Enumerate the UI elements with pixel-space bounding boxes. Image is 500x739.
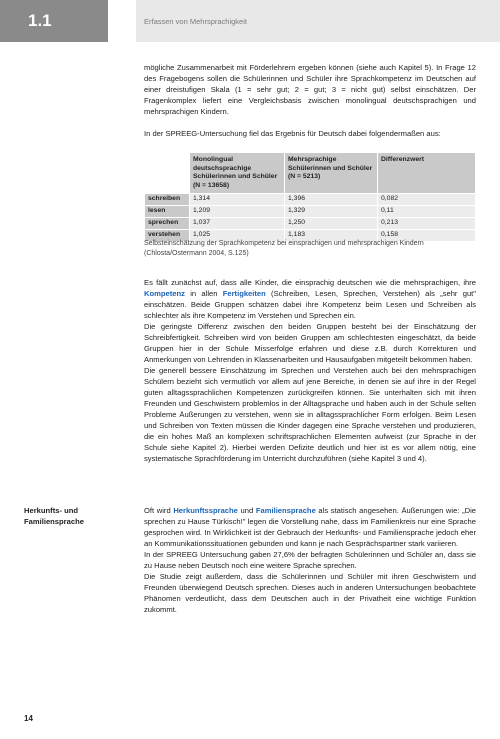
column-header: Monolingual deutschsprachige Schülerinnen und Schüler (N = 13658) bbox=[190, 153, 285, 194]
table-cell: 1,250 bbox=[285, 218, 378, 230]
table-cell: 1,329 bbox=[285, 206, 378, 218]
row-label: sprechen bbox=[145, 218, 190, 230]
table-cell: 0,158 bbox=[378, 230, 476, 242]
chapter-title: Erfassen von Mehrsprachigkeit bbox=[136, 0, 500, 42]
glossary-term-fertigkeiten: Fertigkeiten bbox=[222, 289, 266, 298]
column-header: Mehrsprachige Schülerinnen und Schüler (N = 5213) bbox=[285, 153, 378, 194]
body-paragraph: Die Studie zeigt außerdem, dass die Schülerinnen und Schüler mit ihren Geschwistern und Freunden überwiegend Deutsch sprechen. Dieses auch in anderen Untersuchungen beobachtete Phänomen verdeutlicht, dass dem Deutschen auch in der Privatheit eine wichtige Funktion zukommt. bbox=[144, 572, 476, 614]
row-label: lesen bbox=[145, 206, 190, 218]
intro-paragraph: In der SPREEG-Untersuchung fiel das Ergebnis für Deutsch dabei folgendermaßen aus: bbox=[144, 129, 441, 138]
text-run: (Schreiben, Lesen, Sprechen, Verstehen) als „sehr gut" einschätzen. Beide Gruppen schätzen dabei ihre Kompetenz beim Lesen und Schreiben als schlechter als ihre Kompetenz im Verstehen und Sprechen ein. bbox=[144, 289, 476, 320]
table-header-row bbox=[145, 153, 476, 194]
table-row bbox=[145, 194, 476, 206]
table-cell: 1,037 bbox=[190, 218, 285, 230]
table-cell: 0,082 bbox=[378, 194, 476, 206]
table-cell: 1,396 bbox=[285, 194, 378, 206]
body-paragraph: Die generell bessere Einschätzung im Sprechen und Verstehen auch bei den mehrsprachigen Schülern bezieht sich vermutlich vor allem auf jene Bereiche, in denen sie auf ihre in der Regel guten alltagssprachlichen Kompetenzen zurückgreifen können. Sie unterhalten sich mit ihren Freunden und Geschwistern problemlos in der Alltagsprache und haben auch in der Schule selten Probleme Äußerungen zu verstehen, wenn sie in alltagssprachlicher Form erfolgen. Beim Lesen und Schreiben von Texten müssen die Kinder dagegen eine Sprache verstehen und produzieren, die ein hohes Maß an komplexen schriftsprachlichen Elementen aufweist (zur Sprache in der Schule siehe Kapitel 2). Hierbei werden Defizite deutlich und hier ist es vor allem nötig, eine systematische Sprachförderung im Unterricht durchzuführen (siehe Kapitel 3 und 4). bbox=[144, 366, 476, 463]
text-run: in allen bbox=[184, 289, 223, 298]
body-section-one bbox=[144, 277, 476, 464]
chapter-number: 1.1 bbox=[0, 0, 108, 42]
table-cell: 0,11 bbox=[378, 206, 476, 218]
glossary-term-familiensprache: Familiensprache bbox=[255, 506, 316, 515]
table-row bbox=[145, 206, 476, 218]
glossary-term-herkunftssprache: Herkunftssprache bbox=[173, 506, 238, 515]
results-table bbox=[144, 152, 476, 242]
table-cell: 1,183 bbox=[285, 230, 378, 242]
table-cell: 1,209 bbox=[190, 206, 285, 218]
row-label: schreiben bbox=[145, 194, 190, 206]
margin-heading: Herkunfts- und Familiensprache bbox=[24, 506, 84, 526]
intro-text bbox=[144, 62, 476, 139]
text-run: und bbox=[237, 506, 256, 515]
body-paragraph bbox=[144, 505, 476, 549]
page-number: 14 bbox=[24, 714, 33, 723]
text-run: als statisch angesehen. Äußerungen wie: „Die sprechen zu Hause Türkisch!" legen die Vorstellung nahe, dass im Familienkreis nur eine Sprache gesprochen wird. In Wirklichkeit ist der Gebrauch der Herkunfts- und Familiensprache jedoch eher an Kommunikationssituationen gebunden und kann je nach Gesprächspartner stark variieren. bbox=[144, 506, 476, 548]
glossary-term-kompetenz: Kompetenz bbox=[144, 289, 185, 298]
column-header: Differenzwert bbox=[378, 153, 476, 194]
table-corner-cell bbox=[145, 153, 190, 194]
table-cell: 1,314 bbox=[190, 194, 285, 206]
body-section-two bbox=[144, 505, 476, 615]
body-paragraph: In der SPREEG Untersuchung gaben 27,6% der befragten Schülerinnen und Schüler an, dass sie zu Hause neben Deutsch noch eine weitere Sprache sprechen. bbox=[144, 550, 476, 570]
body-paragraph: Die geringste Differenz zwischen den beiden Gruppen besteht bei der Einschätzung der Schreibfertigkeit. Schreiben wird von beiden Gruppen am schlechtesten eingeschätzt, da beide Gruppen hier in der Schule Misserfolge erfahren und diese z.B. durch Korrekturen und Anmerkungen von Lehrenden in Klassenarbeiten und Hausaufgaben mitgeteilt bekommen haben. bbox=[144, 322, 476, 364]
table-caption: Selbsteinschätzung der Sprachkompetenz bei einsprachigen und mehrsprachigen Kindern (Chlosta/Ostermann 2004, S.125) bbox=[144, 240, 424, 257]
intro-paragraph: mögliche Zusammenarbeit mit Förderlehrern ergeben können (siehe auch Kapitel 5). In Frage 12 des Fragebogens sollen die Schülerinnen und Schüler ihre Sprachkompetenz im Deutschen auf einer dreistufigen Skala (1 = sehr gut; 2 = gut; 3 = nicht gut) selbst einschätzen. Der Fragenkomplex liefert eine Vergleichsbasis zwischen monolingual deutschsprachigen und mehrsprachigen Kindern. bbox=[144, 63, 476, 116]
row-label: verstehen bbox=[145, 230, 190, 242]
table-cell: 1,025 bbox=[190, 230, 285, 242]
body-paragraph bbox=[144, 277, 476, 321]
text-run: Es fällt zunächst auf, dass alle Kinder, die einsprachig deutschen wie die mehrsprachigen, ihre bbox=[144, 278, 476, 287]
table-row bbox=[145, 218, 476, 230]
text-run: Oft wird bbox=[144, 506, 174, 515]
table-cell: 0,213 bbox=[378, 218, 476, 230]
